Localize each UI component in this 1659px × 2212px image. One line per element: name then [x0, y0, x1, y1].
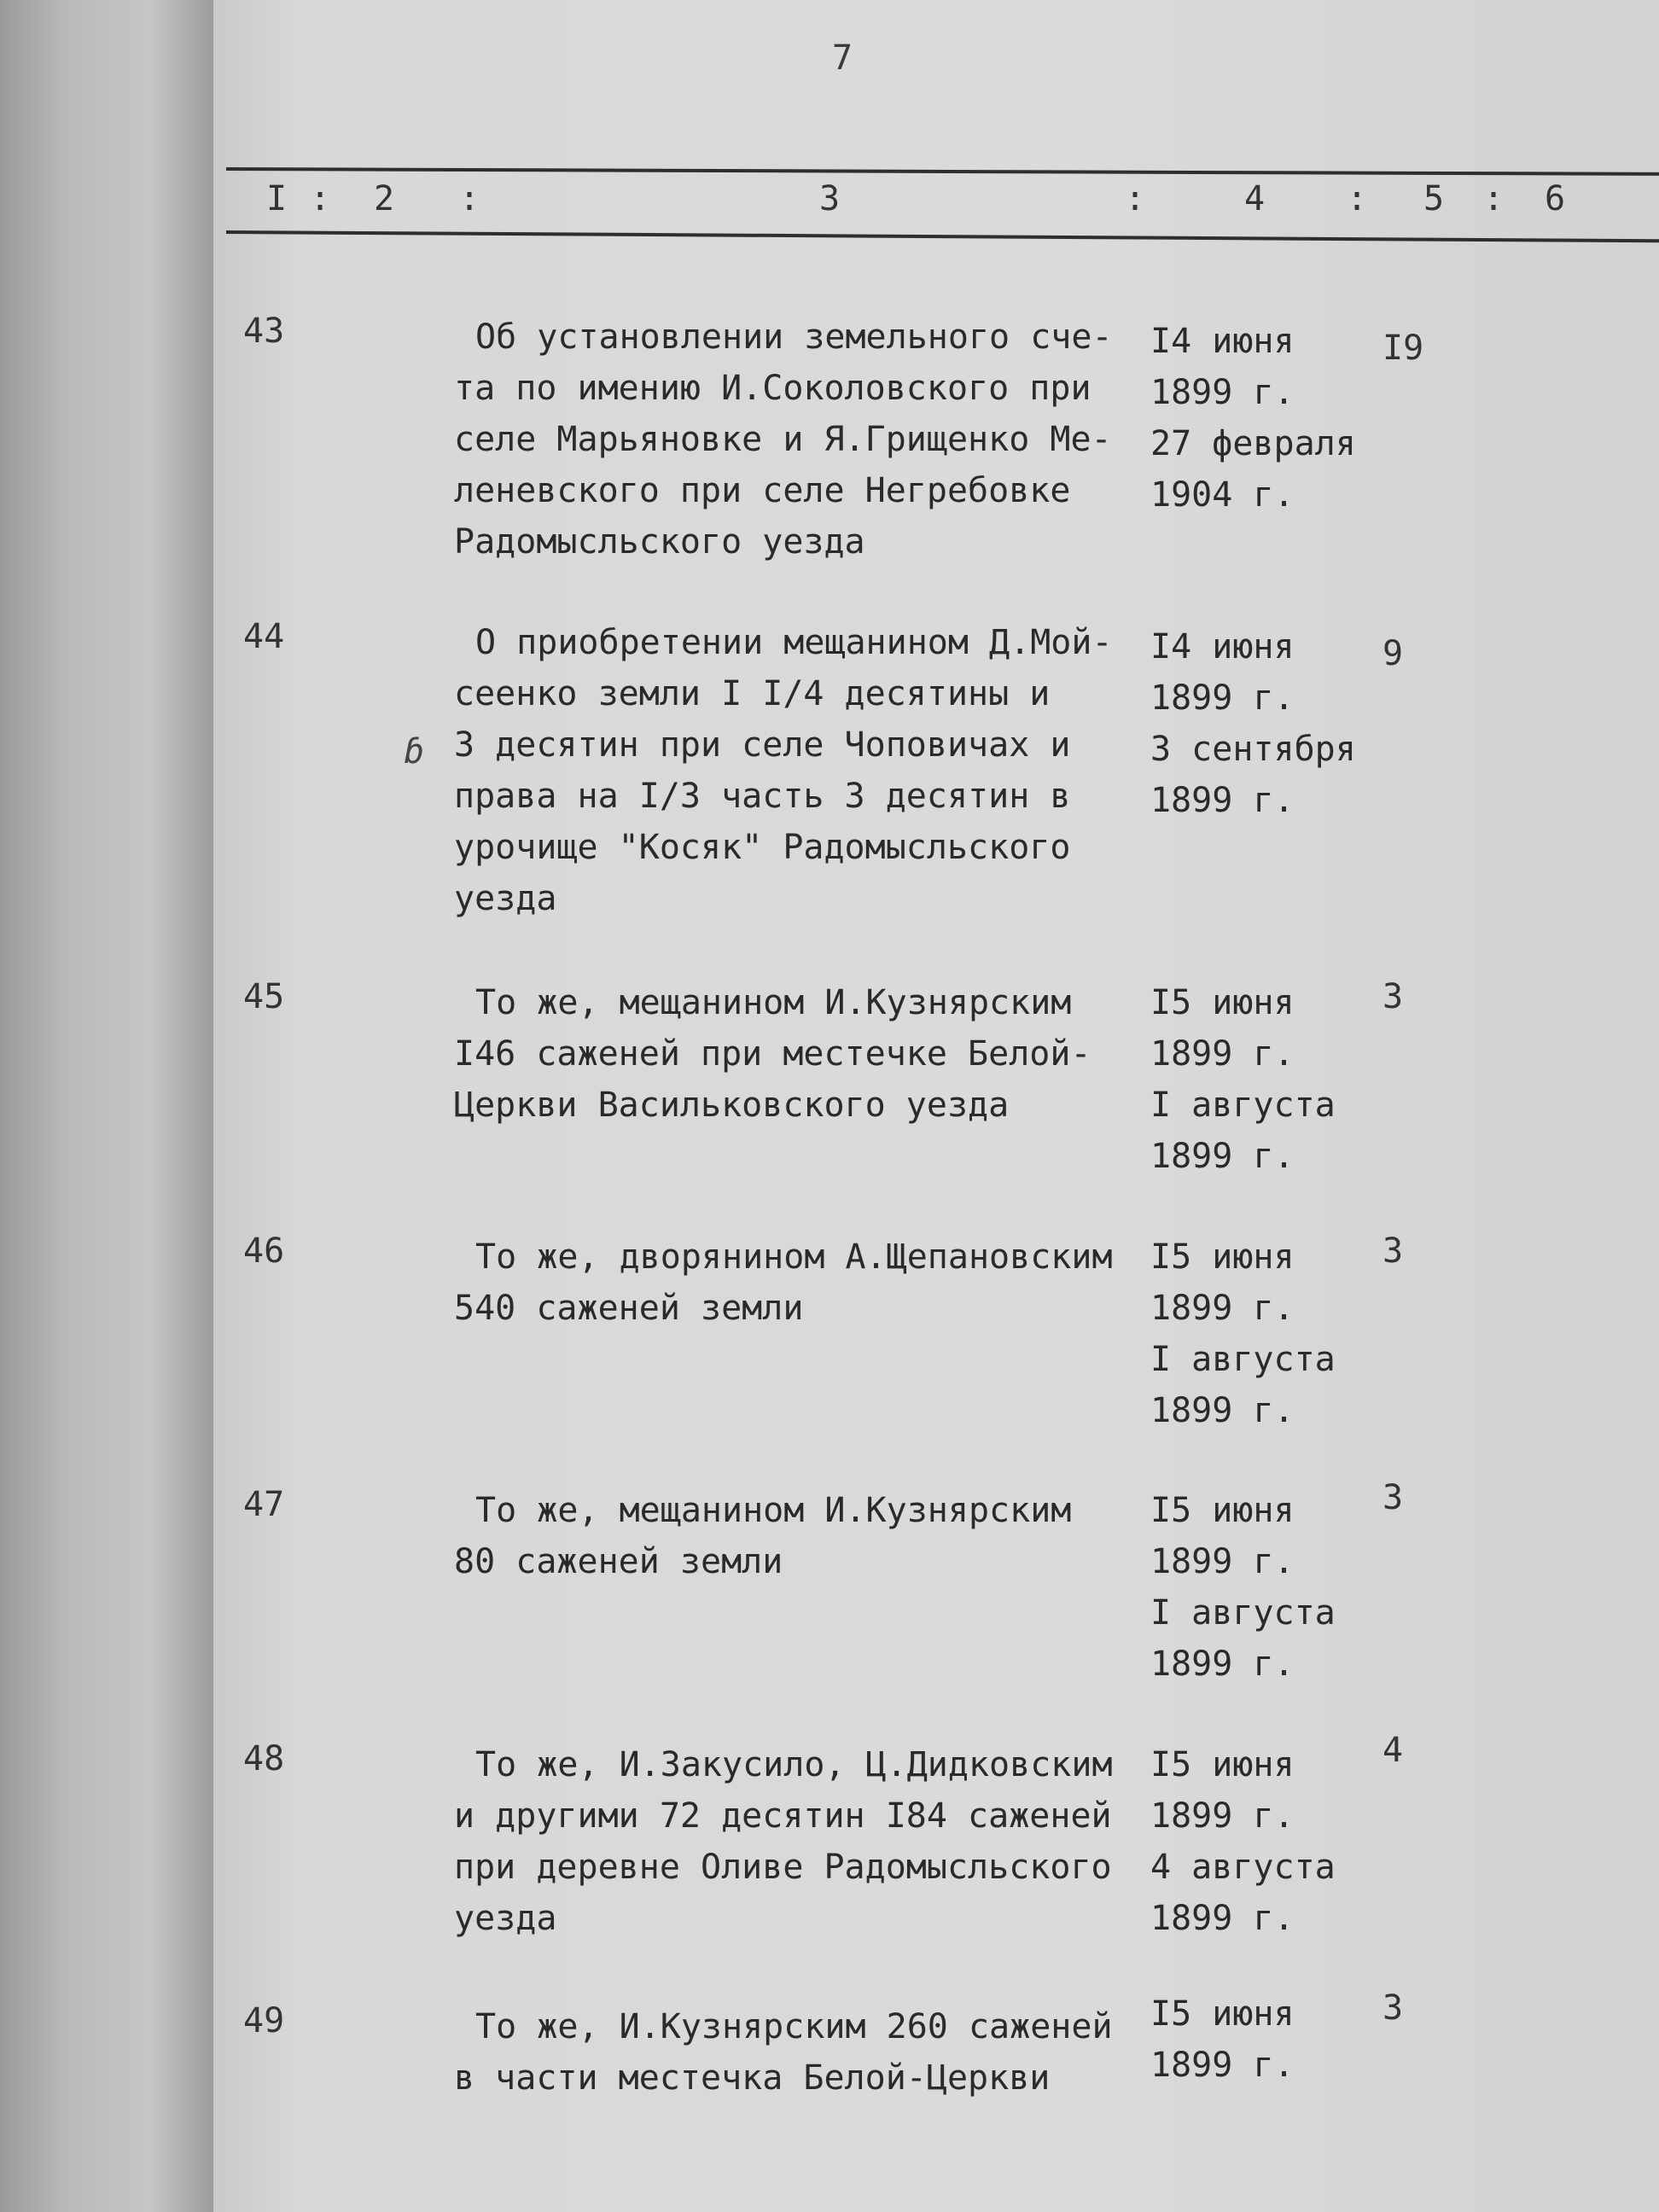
date-line: I5 июня [1150, 1994, 1295, 2034]
handwritten-margin-mark: ɓ [405, 732, 426, 771]
entry-sheet-count: 3 [1382, 977, 1404, 1016]
date-line: 1899 г. [1150, 1542, 1295, 1581]
date-line: 1899 г. [1150, 781, 1295, 820]
header-separator: : [1347, 179, 1368, 218]
date-line: 27 февраля [1150, 424, 1356, 463]
entry-title [454, 311, 1137, 568]
date-line: I4 июня [1150, 322, 1295, 361]
date-line: 1899 г. [1150, 678, 1295, 718]
title-line: леневского при селе Негребовке [454, 471, 1071, 510]
title-line: Церкви Васильковского уезда [454, 1086, 1010, 1125]
title-line: сеенко земли I I/4 десятины и [454, 674, 1051, 713]
entry-title [454, 2001, 1137, 2104]
entry-number: 47 [243, 1485, 285, 1524]
title-line: уезда [454, 1899, 557, 1938]
date-line: I августа [1150, 1593, 1336, 1633]
entry-number: 46 [243, 1231, 285, 1271]
date-line: I5 июня [1150, 983, 1295, 1022]
date-line: 1899 г. [1150, 1034, 1295, 1074]
header-col-6: 6 [1545, 179, 1566, 218]
title-line: I46 саженей при местечке Белой- [454, 1034, 1091, 1074]
date-line: 1899 г. [1150, 1796, 1295, 1836]
title-line: Радомысльского уезда [454, 522, 865, 562]
entry-sheet-count: 3 [1382, 1231, 1404, 1271]
title-line: в части местечка Белой-Церкви [454, 2058, 1051, 2098]
title-line: 80 саженей земли [454, 1542, 783, 1581]
title-line: Об установлении земельного сче- [475, 317, 1113, 357]
entry-title [454, 617, 1137, 924]
title-line: 3 десятин при селе Чоповичах и [454, 725, 1071, 765]
entry-dates [1150, 621, 1364, 826]
date-line: 4 августа [1150, 1848, 1336, 1887]
date-line: 1899 г. [1150, 1391, 1295, 1430]
entry-number: 44 [243, 617, 285, 656]
entry-sheet-count: I9 [1382, 329, 1424, 368]
header-col-3: 3 [819, 179, 841, 218]
date-line: 1899 г. [1150, 1644, 1295, 1684]
date-line: 3 сентября [1150, 730, 1356, 769]
entry-dates [1150, 1485, 1364, 1690]
entry-dates [1150, 1231, 1364, 1436]
date-line: I5 июня [1150, 1237, 1295, 1277]
entry-sheet-count: 9 [1382, 634, 1404, 673]
date-line: I5 июня [1150, 1745, 1295, 1784]
entry-number: 48 [243, 1739, 285, 1778]
entry-sheet-count: 4 [1382, 1731, 1404, 1770]
title-line: 540 саженей земли [454, 1289, 804, 1328]
header-separator: : [1125, 179, 1146, 218]
date-line: 1899 г. [1150, 1289, 1295, 1328]
header-separator: : [459, 179, 480, 218]
entry-dates [1150, 977, 1364, 1182]
entry-title [454, 1231, 1137, 1334]
entry-sheet-count: 3 [1382, 1988, 1404, 2028]
date-line: 1899 г. [1150, 1137, 1295, 1176]
header-separator: : [1483, 179, 1505, 218]
title-line: права на I/3 часть 3 десятин в [454, 777, 1071, 816]
date-line: I5 июня [1150, 1491, 1295, 1530]
header-col-2: 2 [374, 179, 395, 218]
header-col-4: 4 [1244, 179, 1266, 218]
book-spine-shadow [0, 0, 213, 2212]
entry-dates [1150, 1739, 1364, 1944]
entry-dates [1150, 316, 1364, 521]
title-line: при деревне Оливе Радомысльского [454, 1848, 1112, 1887]
title-line: То же, И.Кузнярским 260 саженей [475, 2007, 1113, 2046]
title-line: То же, И.Закусило, Ц.Дидковским [475, 1745, 1113, 1784]
title-line: То же, мещанином И.Кузнярским [475, 1491, 1072, 1530]
title-line: и другими 72 десятин I84 саженей [454, 1796, 1112, 1836]
entry-number: 49 [243, 2001, 285, 2040]
date-line: I4 июня [1150, 627, 1295, 667]
entry-number: 45 [243, 977, 285, 1016]
title-line: О приобретении мещанином Д.Мой- [475, 623, 1113, 662]
header-separator: : [310, 179, 331, 218]
page-number: 7 [832, 38, 853, 78]
title-line: та по имению И.Соколовского при [454, 369, 1091, 408]
header-col-1: I [266, 179, 288, 218]
date-line: I августа [1150, 1086, 1336, 1125]
date-line: 1899 г. [1150, 2046, 1295, 2085]
entry-number: 43 [243, 311, 285, 351]
entry-title [454, 977, 1137, 1131]
entry-dates [1150, 1988, 1364, 2091]
title-line: селе Марьяновке и Я.Грищенко Ме- [454, 420, 1112, 459]
entry-title [454, 1739, 1137, 1944]
entry-title [454, 1485, 1137, 1587]
header-col-5: 5 [1423, 179, 1445, 218]
title-line: уезда [454, 879, 557, 918]
date-line: I августа [1150, 1340, 1336, 1379]
title-line: То же, дворянином А.Щепановским [475, 1237, 1113, 1277]
date-line: 1899 г. [1150, 1899, 1295, 1938]
title-line: То же, мещанином И.Кузнярским [475, 983, 1072, 1022]
title-line: урочище "Косяк" Радомысльского [454, 828, 1071, 867]
entry-sheet-count: 3 [1382, 1478, 1404, 1517]
date-line: 1904 г. [1150, 475, 1295, 515]
date-line: 1899 г. [1150, 373, 1295, 412]
